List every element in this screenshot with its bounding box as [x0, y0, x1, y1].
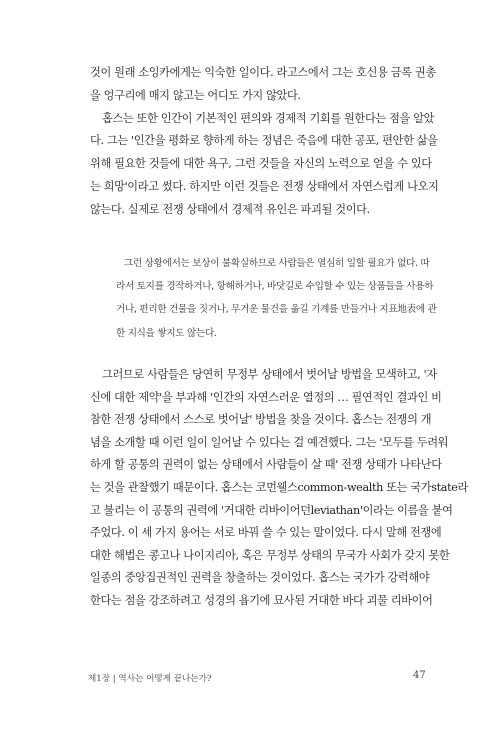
text-line: 한다는 점을 강조하려고 성경의 욥기에 묘사된 거대한 바다 괴물 리바이어: [90, 593, 433, 607]
text-line: 하게 할 공통의 권력이 없는 상태에서 사람들이 살 때' 전쟁 상태가 나타난다: [90, 458, 442, 472]
block-quote: [116, 252, 436, 345]
quote-line: 그런 상황에서는 보상이 불확실하므로 사람들은 열심히 일할 필요가 없다. 따: [124, 258, 430, 269]
text-line: 주었다. 이 세 가지 용어는 서로 바꿔 쓸 수 있는 말이었다. 다시 말해 전쟁에: [90, 526, 442, 540]
page-number: 47: [413, 670, 426, 681]
quote-line: 라서 토지를 경작하거나, 항해하거나, 바닷길로 수입할 수 있는 상품들을 사용하: [116, 281, 434, 293]
text-line: 홉스는 또한 인간이 기본적인 편의와 경제적 기회를 원한다는 점을 알았: [102, 111, 435, 125]
text-line: 대한 해법은 콩고나 나이지리아, 혹은 무정부 상태의 무국가 사회가 갖지 못한: [90, 548, 450, 562]
text-line: 고 불리는 이 공통의 권력에 '거대한 리바이어던leviathan'이라는 이름을 붙여: [90, 503, 453, 517]
text-line: 것이 원래 소잉카에게는 익숙한 일이다. 라고스에서 그는 호신용 금록 권총: [90, 66, 436, 79]
text-line: 참한 전쟁 상태에서 스스로 벗어날' 방법을 찾을 것이다. 홉스는 전쟁의 개: [90, 413, 432, 427]
paragraph-2: [90, 364, 468, 613]
paragraph-1: [90, 62, 439, 222]
text-line: 위해 필요한 것들에 대한 욕구, 그런 것들을 자신의 노력으로 얻을 수 있다: [90, 157, 432, 171]
text-line: 념을 소개할 때 이런 일이 일어날 수 있다는 걸 예견했다. 그는 '모두를 두려워: [90, 435, 449, 449]
quote-line: 한 지식을 쌓지도 않는다.: [116, 327, 217, 339]
text-line: 을 엉구리에 매지 않고는 어디도 가지 않았다.: [90, 88, 301, 102]
text-line: 는 것을 관찰했기 때문이다. 홉스는 코먼웰스common-wealth 또는 국가state라: [90, 480, 468, 494]
text-line: 다. 그는 '인간을 평화로 향하게 하는 정념은 죽음에 대한 공포, 편안한 삶을: [90, 134, 438, 148]
text-line: 그러므로 사람들은 당연히 무정부 상태에서 벗어날 방법을 모색하고, '자: [102, 368, 437, 381]
text-line: 일종의 중앙집권적인 권력을 창출하는 것이었다. 홉스는 국가가 강력해야: [90, 571, 430, 585]
text-line: 않는다. 실제로 전쟁 상태에서 경제적 유인은 파괴될 것이다.: [90, 202, 370, 216]
quote-line: 거나, 편리한 건물을 짓거나, 무거운 물건을 옮길 기계를 만들거나 지표地表에 관: [116, 304, 437, 316]
text-line: 신에 대한 제약'을 부과해 '인간의 자연스러운 열정의 … 필연적인 결과인 비: [90, 390, 442, 404]
text-line: 는 희망'이라고 썼다. 하지만 이런 것들은 전쟁 상태에서 자연스럽게 나오지: [90, 179, 439, 193]
running-footer-chapter: 제1장 | 역사는 어떻게 끝나는가?: [88, 674, 212, 684]
